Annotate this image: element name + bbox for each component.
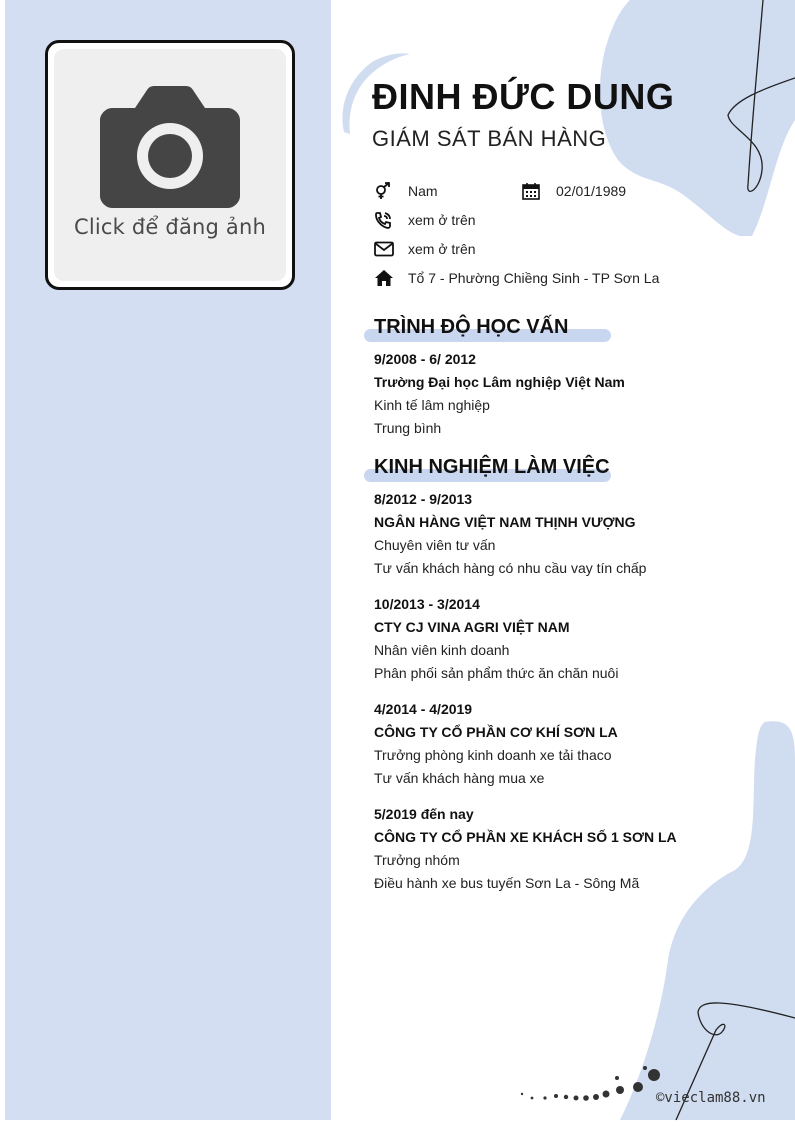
gender-icon bbox=[374, 181, 396, 201]
job-period: 5/2019 đến nay bbox=[374, 806, 474, 822]
education-school: Trường Đại học Lâm nghiệp Việt Nam bbox=[374, 374, 625, 390]
address-row bbox=[374, 268, 659, 288]
education-grade: Trung bình bbox=[374, 420, 442, 436]
job-position: Chuyên viên tư vấn bbox=[374, 537, 496, 553]
photo-caption: Click để đăng ảnh bbox=[73, 215, 267, 239]
job-period: 8/2012 - 9/2013 bbox=[374, 491, 473, 507]
home-icon bbox=[374, 268, 396, 288]
gender-row bbox=[374, 181, 438, 201]
job-company: CÔNG TY CỔ PHẦN XE KHÁCH SỐ 1 SƠN LA bbox=[374, 829, 677, 845]
job-company: CÔNG TY CỔ PHẦN CƠ KHÍ SƠN LA bbox=[374, 724, 618, 740]
job-description: Phân phối sản phẩm thức ăn chăn nuôi bbox=[374, 665, 619, 681]
job-company: NGÂN HÀNG VIỆT NAM THỊNH VƯỢNG bbox=[374, 514, 636, 530]
job-period: 10/2013 - 3/2014 bbox=[374, 596, 480, 612]
email-icon bbox=[374, 239, 396, 259]
job-description: Tư vấn khách hàng có nhu cầu vay tín chấp bbox=[374, 560, 647, 576]
photo-upload-frame bbox=[45, 40, 295, 290]
phone-icon bbox=[374, 210, 396, 230]
phone-row bbox=[374, 210, 476, 230]
job-period: 4/2014 - 4/2019 bbox=[374, 701, 473, 717]
job-description: Điều hành xe bus tuyến Sơn La - Sông Mã bbox=[374, 875, 640, 891]
photo-upload-button[interactable] bbox=[54, 49, 286, 281]
calendar-icon bbox=[522, 181, 544, 201]
job-position: Trưởng phòng kinh doanh xe tải thaco bbox=[374, 747, 612, 763]
email-value: xem ở trên bbox=[408, 241, 476, 257]
watermark: ©vieclam88.vn bbox=[656, 1090, 766, 1106]
job-title: GIÁM SÁT BÁN HÀNG bbox=[372, 126, 607, 151]
gender-value: Nam bbox=[408, 183, 438, 199]
education-major: Kinh tế lâm nghiệp bbox=[374, 397, 490, 413]
candidate-name: ĐINH ĐỨC DUNG bbox=[372, 76, 675, 117]
email-row bbox=[374, 239, 476, 259]
job-description: Tư vấn khách hàng mua xe bbox=[374, 770, 545, 786]
camera-icon bbox=[100, 86, 240, 213]
job-position: Trưởng nhóm bbox=[374, 852, 460, 868]
birthdate-row bbox=[522, 181, 626, 201]
bottom-right-blob bbox=[620, 721, 795, 1120]
address-value: Tổ 7 - Phường Chiềng Sinh - TP Sơn La bbox=[408, 270, 660, 286]
birthdate-value: 02/01/1989 bbox=[556, 183, 627, 199]
top-right-blob bbox=[600, 0, 795, 236]
job-position: Nhân viên kinh doanh bbox=[374, 642, 510, 658]
experience-heading: KINH NGHIỆM LÀM VIỆC bbox=[374, 456, 610, 478]
education-heading: TRÌNH ĐỘ HỌC VẤN bbox=[374, 316, 569, 338]
job-company: CTY CJ VINA AGRI VIỆT NAM bbox=[374, 619, 570, 635]
phone-value: xem ở trên bbox=[408, 212, 476, 228]
education-period: 9/2008 - 6/ 2012 bbox=[374, 351, 476, 367]
